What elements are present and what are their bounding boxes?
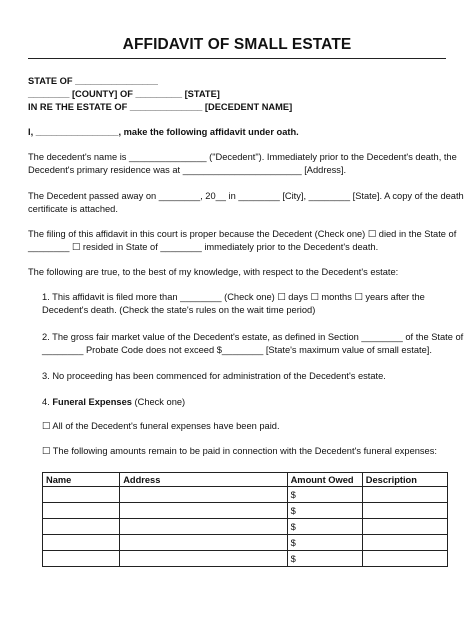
amount-cell[interactable]: $ xyxy=(287,535,362,551)
description-cell[interactable] xyxy=(362,487,447,503)
county-line: ________ [COUNTY] OF _________ [STATE] xyxy=(28,89,220,99)
name-cell[interactable] xyxy=(43,519,120,535)
filing-line-1: The filing of this affidavit in this court is proper because the Decedent (Check one) ☐ died in the State of xyxy=(28,229,457,239)
description-cell[interactable] xyxy=(362,519,447,535)
decedent-name-line-1: The decedent's name is _______________ ("Decedent"). Immediately prior to the Decedent's death, the xyxy=(28,152,457,162)
amount-cell[interactable]: $ xyxy=(287,503,362,519)
description-cell[interactable] xyxy=(362,535,447,551)
table-row xyxy=(43,503,448,519)
item2-line-2: ________ Probate Code does not exceed $________ [State's maximum value of small estate]. xyxy=(42,345,432,355)
item4-line xyxy=(42,396,462,409)
following-intro: The following are true, to the best of my knowledge, with respect to the Decedent's estate: xyxy=(28,267,399,277)
column-header-address: Address xyxy=(120,473,287,487)
description-cell[interactable] xyxy=(362,503,447,519)
filing-line-2: ________ ☐ resided in State of ________ immediately prior to the Decedent's death. xyxy=(28,242,379,252)
name-cell[interactable] xyxy=(43,487,120,503)
name-cell[interactable] xyxy=(43,551,120,567)
item1-line-2: Decedent's death. (Check the state's rules on the wait time period) xyxy=(42,305,316,315)
estate-of-line: IN RE THE ESTATE OF ______________ [DECEDENT NAME] xyxy=(28,102,293,112)
amount-cell[interactable]: $ xyxy=(287,487,362,503)
passed-away-line-1: The Decedent passed away on ________, 20__ in ________ [City], ________ [State]. A copy of the death xyxy=(28,191,464,201)
description-cell[interactable] xyxy=(362,551,447,567)
state-of-line: STATE OF ________________ xyxy=(28,76,158,86)
amount-cell[interactable]: $ xyxy=(287,551,362,567)
item2-line-1: 2. The gross fair market value of the Decedent's estate, as defined in Section ________ of the State of xyxy=(42,332,464,342)
oath-line: I, ________________, make the following affidavit under oath. xyxy=(28,127,299,137)
funeral-expenses-heading: Funeral Expenses xyxy=(52,397,132,407)
item3-line: 3. No proceeding has been commenced for administration of the Decedent's estate. xyxy=(42,371,386,381)
item4-check-one: (Check one) xyxy=(131,397,186,407)
item1-line-1: 1. This affidavit is filed more than ________ (Check one) ☐ days ☐ months ☐ years after the xyxy=(42,292,425,302)
address-cell[interactable] xyxy=(120,487,287,503)
option-remaining[interactable]: ☐ The following amounts remain to be paid in connection with the Decedent's funeral expenses: xyxy=(42,446,437,456)
address-cell[interactable] xyxy=(120,551,287,567)
table-row xyxy=(43,551,448,567)
name-cell[interactable] xyxy=(43,503,120,519)
column-header-description: Description xyxy=(362,473,447,487)
address-cell[interactable] xyxy=(120,503,287,519)
funeral-expenses-table xyxy=(42,472,448,567)
address-cell[interactable] xyxy=(120,519,287,535)
name-cell[interactable] xyxy=(43,535,120,551)
item4-number: 4. xyxy=(42,397,53,407)
table-row xyxy=(43,519,448,535)
address-cell[interactable] xyxy=(120,535,287,551)
table-header-row xyxy=(43,473,448,487)
column-header-name: Name xyxy=(43,473,120,487)
table-row xyxy=(43,487,448,503)
table-row xyxy=(43,535,448,551)
column-header-amount-owed: Amount Owed xyxy=(287,473,362,487)
option-all-paid[interactable]: ☐ All of the Decedent's funeral expenses have been paid. xyxy=(42,421,280,431)
decedent-name-line-2: Decedent's primary residence was at _______________________ [Address]. xyxy=(28,165,347,175)
passed-away-line-2: certificate is attached. xyxy=(28,204,118,214)
title-divider xyxy=(28,58,446,59)
document-title: AFFIDAVIT OF SMALL ESTATE xyxy=(122,36,352,53)
amount-cell[interactable]: $ xyxy=(287,519,362,535)
